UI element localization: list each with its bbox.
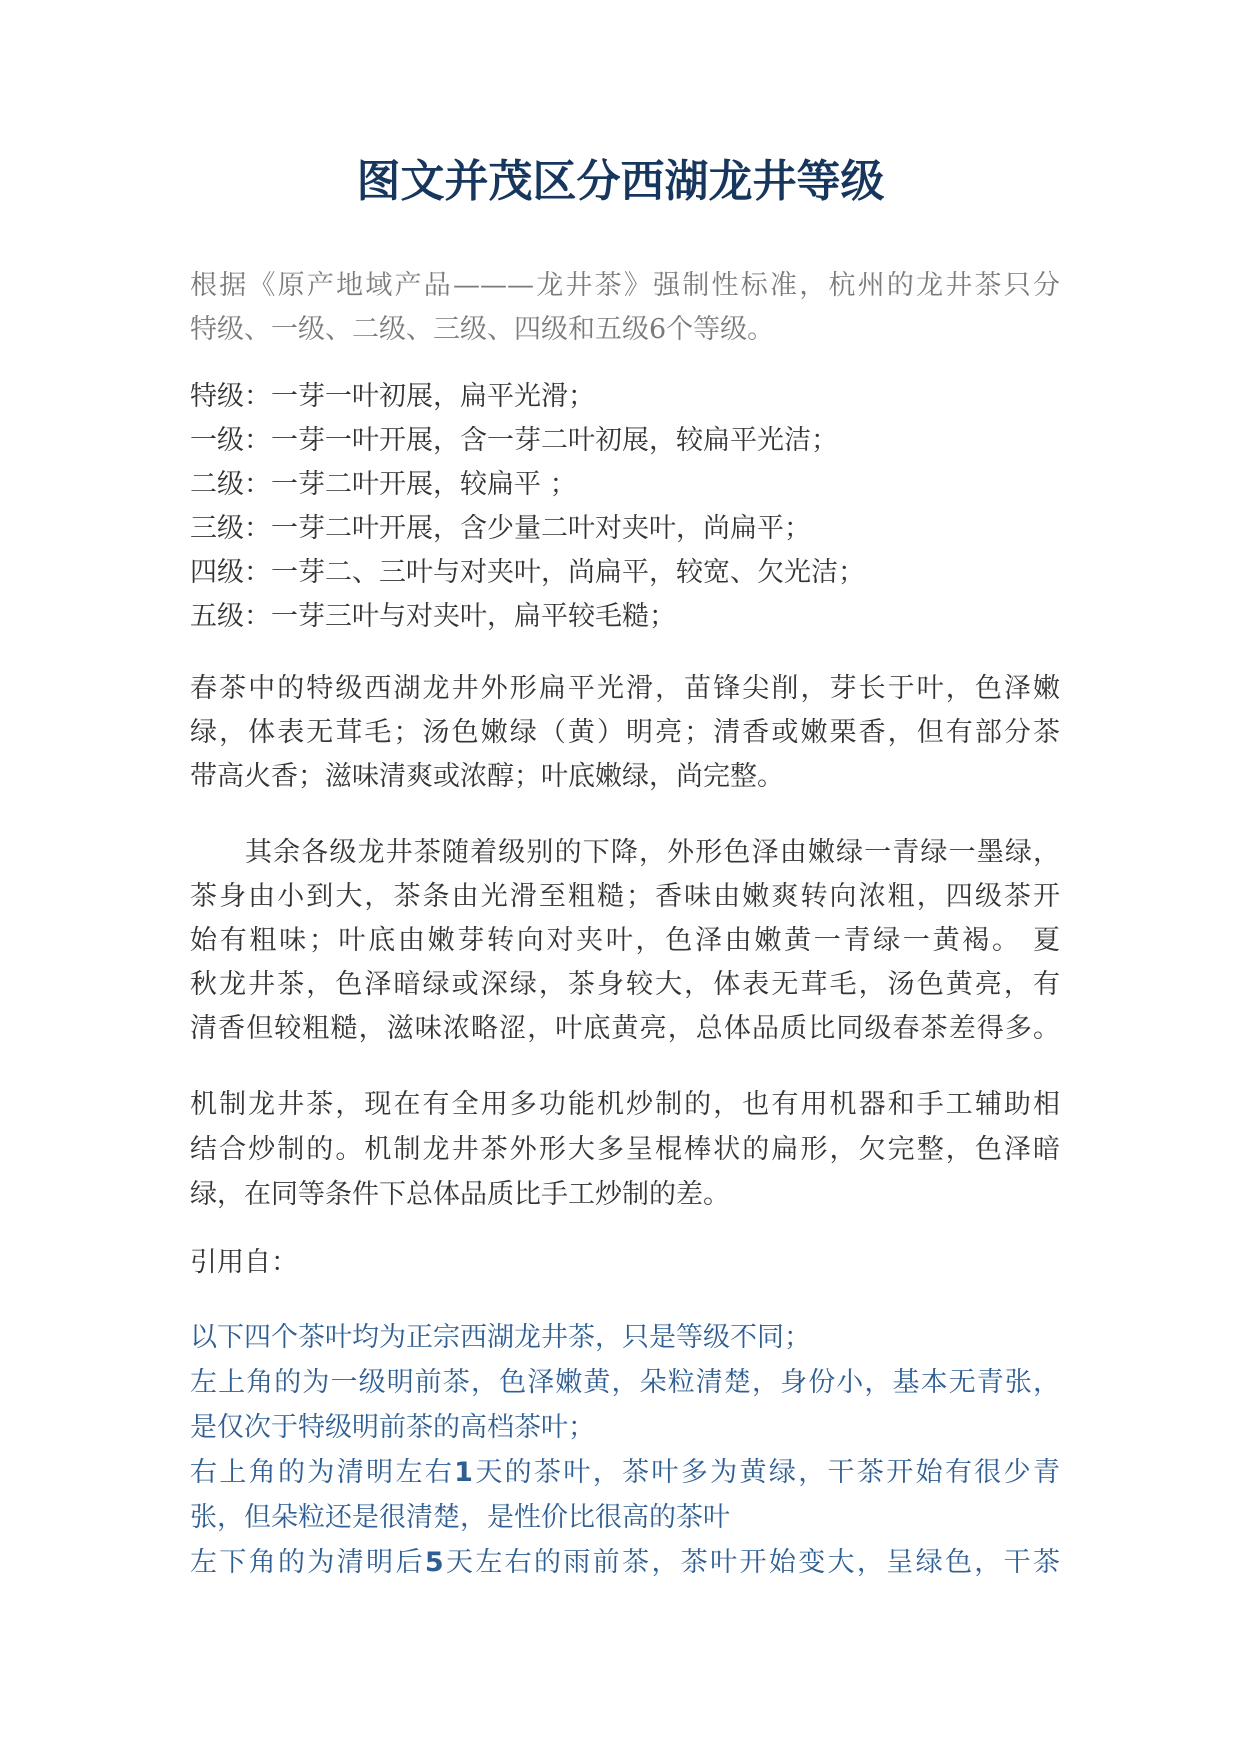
note-line: 是仅次于特级明前茶的高档茶叶； bbox=[190, 1412, 595, 1443]
note-line: 以下四个茶叶均为正宗西湖龙井茶，只是等级不同； bbox=[190, 1322, 811, 1353]
note-line bbox=[190, 1450, 1060, 1495]
paragraph-line: 带高火香；滋味清爽或浓醇；叶底嫩绿，尚完整。 bbox=[190, 761, 784, 792]
grade-item-special: 特级：一芽一叶初展，扁平光滑； bbox=[190, 381, 595, 412]
grade-item-first: 一级：一芽一叶开展，含一芽二叶初展，较扁平光洁； bbox=[190, 425, 838, 456]
paragraph-line: 其余各级龙井茶随着级别的下降，外形色泽由嫩绿一青绿一墨绿， bbox=[245, 837, 1060, 868]
paragraph-line: 春茶中的特级西湖龙井外形扁平光滑，苗锋尖削，芽长于叶，色泽嫩 bbox=[190, 673, 1060, 704]
machine-tea-paragraph bbox=[190, 1082, 1060, 1217]
intro-line: 特级、一级、二级、三级、四级和五级6个等级。 bbox=[190, 314, 775, 345]
note-number: 1 bbox=[454, 1457, 473, 1488]
paragraph-line: 清香但较粗糙，滋味浓略涩，叶底黄亮，总体品质比同级春茶差得多。 bbox=[190, 1013, 1060, 1044]
note-text: 天的茶叶，茶叶多为黄绿，干茶开始有很少青 bbox=[472, 1457, 1061, 1488]
note-line bbox=[190, 1540, 1060, 1585]
paragraph-line: 秋龙井茶，色泽暗绿或深绿，茶身较大，体表无茸毛，汤色黄亮，有 bbox=[190, 969, 1060, 1000]
paragraph-line: 茶身由小到大，茶条由光滑至粗糙；香味由嫩爽转向浓粗，四级茶开 bbox=[190, 881, 1060, 912]
note-number: 5 bbox=[424, 1547, 444, 1578]
note-text: 右上角的为清明左右 bbox=[190, 1457, 455, 1488]
other-grades-paragraph bbox=[190, 831, 1060, 1051]
note-text: 左下角的为清明后 bbox=[190, 1547, 425, 1578]
spring-tea-paragraph bbox=[190, 667, 1060, 799]
intro-line: 根据《原产地域产品———龙井茶》强制性标准，杭州的龙井茶只分 bbox=[190, 270, 1060, 301]
document-title: 图文并茂区分西湖龙井等级 bbox=[356, 156, 885, 207]
grade-item-fifth: 五级：一芽三叶与对夹叶，扁平较毛糙； bbox=[190, 601, 676, 632]
paragraph-line: 结合炒制的。机制龙井茶外形大多呈棍棒状的扁形，欠完整，色泽暗 bbox=[190, 1134, 1060, 1165]
intro-paragraph bbox=[190, 264, 1060, 352]
note-line: 张，但朵粒还是很清楚，是性价比很高的茶叶 bbox=[190, 1502, 730, 1533]
paragraph-line: 机制龙井茶，现在有全用多功能机炒制的，也有用机器和手工辅助相 bbox=[190, 1089, 1060, 1120]
citation-label: 引用自： bbox=[190, 1247, 298, 1278]
grade-item-second: 二级：一芽二叶开展，较扁平 ； bbox=[190, 469, 577, 500]
paragraph-line: 始有粗味；叶底由嫩芽转向对夹叶，色泽由嫩黄一青绿一黄褐。 夏 bbox=[190, 925, 1060, 956]
paragraph-line: 绿，在同等条件下总体品质比手工炒制的差。 bbox=[190, 1179, 730, 1210]
note-line: 左上角的为一级明前茶，色泽嫩黄，朵粒清楚，身份小，基本无青张， bbox=[190, 1367, 1060, 1398]
grade-item-third: 三级：一芽二叶开展，含少量二叶对夹叶，尚扁平； bbox=[190, 513, 811, 544]
image-notes bbox=[190, 1315, 1060, 1585]
paragraph-line: 绿，体表无茸毛；汤色嫩绿（黄）明亮；清香或嫩栗香，但有部分茶 bbox=[190, 717, 1060, 748]
note-text: 天左右的雨前茶，茶叶开始变大，呈绿色，干茶 bbox=[443, 1547, 1061, 1578]
grade-item-fourth: 四级：一芽二、三叶与对夹叶，尚扁平，较宽、欠光洁； bbox=[190, 557, 865, 588]
grade-list bbox=[190, 375, 1060, 639]
